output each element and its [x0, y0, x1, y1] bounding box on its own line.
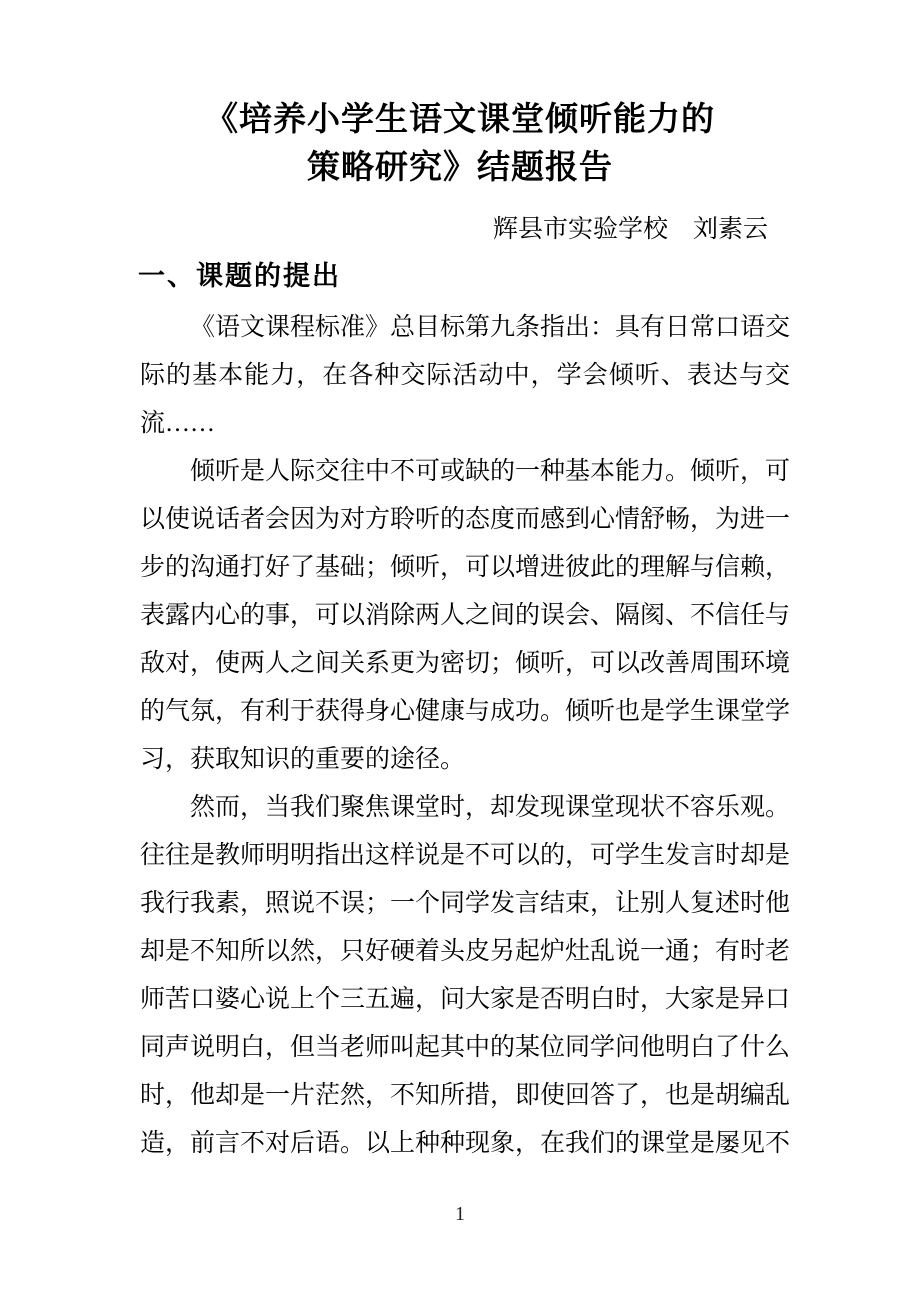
document-title-line-1: 《培养小学生语文课堂倾听能力的 — [205, 102, 715, 138]
paragraph-listening-importance: 倾听是人际交往中不可或缺的一种基本能力。倾听，可以使说话者会因为对方聆听的态度而感到心情舒畅，为进一步的沟通打好了基础；倾听，可以增进彼此的理解与信赖，表露内心的事，可以消除两人之间的误会、隔阂、不信任与敌对，使两人之间关系更为密切；倾听，可以改善周围环境的气氛，有利于获得身心健康与成功。倾听也是学生课堂学习，获取知识的重要的途径。 — [140, 458, 791, 773]
paragraph-classroom-status: 然而，当我们聚焦课堂时，却发现课堂现状不容乐观。往往是教师明明指出这样说是不可以的，可学生发言时却是我行我素，照说不误；一个同学发言结束，让别人复述时他却是不知所以然，只好硬着头皮另起炉灶乱说一通；有时老师苦口婆心说上个三五遍，问大家是否明白时，大家是异口同声说明白，但当老师叫起其中的某位同学问他明白了什么时，他却是一片茫然，不知所措，即使回答了，也是胡编乱造，前言不对后语。以上种种现象，在我们的课堂是屡见不 — [140, 794, 791, 1157]
section-heading: 一、课题的提出 — [138, 261, 341, 291]
document-title — [0, 0, 920, 192]
document-body — [140, 304, 790, 1168]
page-number: 1 — [455, 1203, 465, 1225]
paragraph-quote-standard: 《语文课程标准》总目标第九条指出：具有日常口语交际的基本能力，在各种交际活动中，学会倾听、表达与交流…… — [140, 314, 791, 437]
author-line: 辉县市实验学校 刘素云 — [492, 216, 768, 243]
document-title-line-2: 策略研究》结题报告 — [307, 150, 613, 186]
